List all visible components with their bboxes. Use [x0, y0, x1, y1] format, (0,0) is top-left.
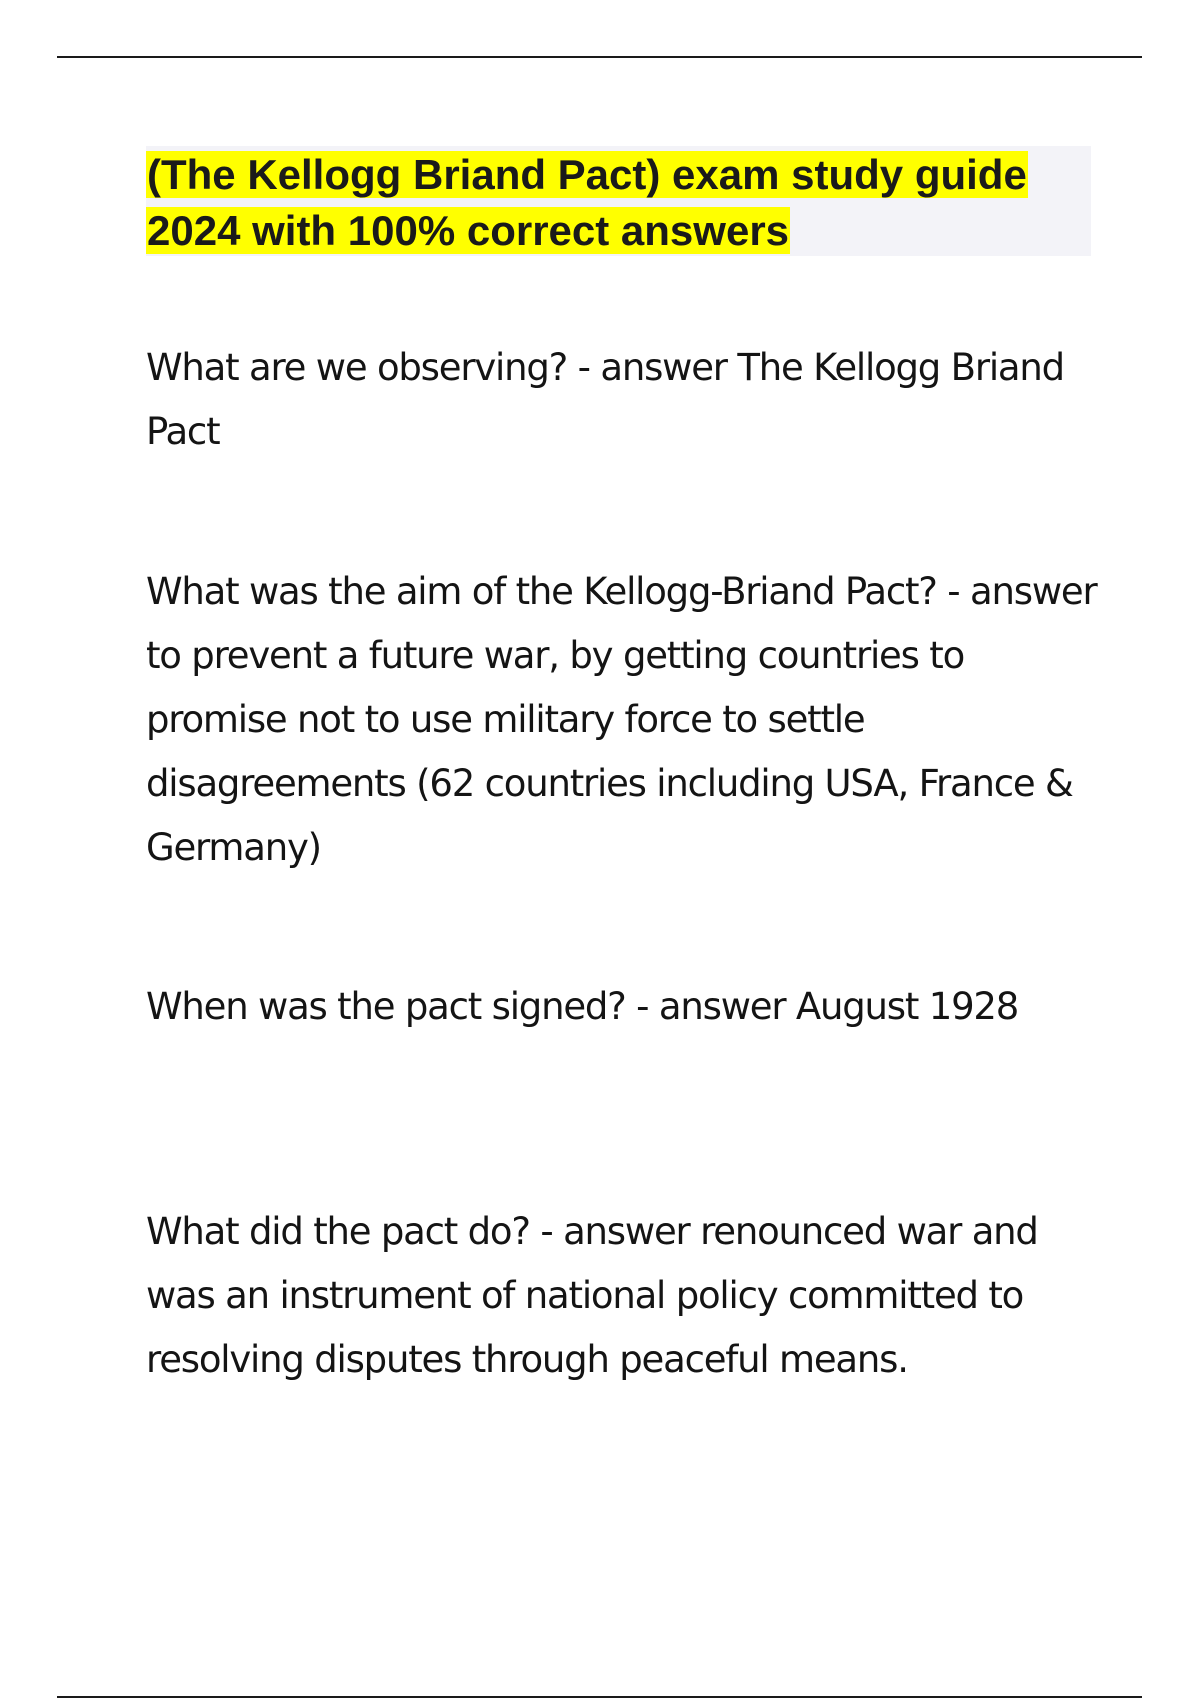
title-highlight: (The Kellogg Briand Pact) exam study guide 2024 with 100% correct answers	[147, 151, 1027, 254]
document-title	[146, 147, 1086, 259]
qa-item-observing: What are we observing? - answer The Kellogg Briand Pact	[146, 346, 1064, 453]
bottom-rule	[57, 1696, 1142, 1698]
top-rule	[57, 56, 1142, 58]
qa-item-aim: What was the aim of the Kellogg-Briand Pact? - answer to prevent a future war, by getting countries to promise not to use military force to settle disagreements (62 countries including USA, France & Germany)	[146, 570, 1097, 869]
qa-item-signed: When was the pact signed? - answer August 1928	[146, 985, 1019, 1028]
qa-item-pact-effect: What did the pact do? - answer renounced war and was an instrument of national policy committed to resolving disputes through peaceful means.	[146, 1210, 1038, 1381]
